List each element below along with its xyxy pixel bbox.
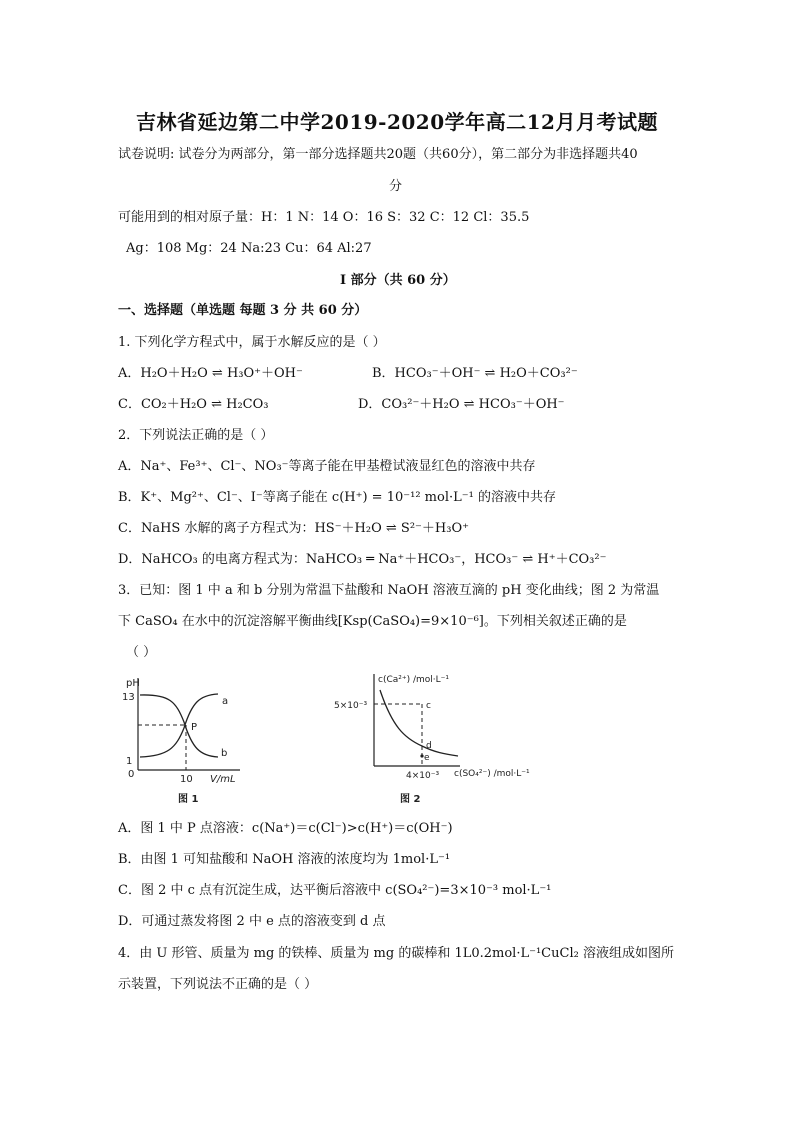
fig1-xlabel: V/mL — [210, 774, 236, 785]
q3-stem-line1: 3．已知：图 1 中 a 和 b 分别为常温下盐酸和 NaOH 溶液互滴的 pH 变化曲线；图 2 为常温 — [118, 583, 660, 598]
q1-option-b: B．HCO₃⁻＋OH⁻ ⇌ H₂O＋CO₃²⁻ — [372, 366, 578, 381]
atomic-masses-row1: 可能用到的相对原子量：H：1 N：14 O：16 S：32 C：12 Cl：35.5 — [118, 210, 530, 225]
q2-option-d: D．NaHCO₃ 的电离方程式为：NaHCO₃ ═ Na⁺＋HCO₃⁻，HCO₃⁻ ⇌ H⁺＋CO₃²⁻ — [118, 552, 607, 567]
atomic-masses-row2: Ag：108 Mg：24 Na:23 Cu：64 Al:27 — [126, 241, 372, 256]
q2-option-a: A．Na⁺、Fe³⁺、Cl⁻、NO₃⁻等离子能在甲基橙试液显红色的溶液中共存 — [118, 459, 536, 474]
fig2-caption: 图 2 — [400, 794, 421, 805]
q1-stem: 1. 下列化学方程式中，属于水解反应的是（ ） — [118, 335, 386, 350]
fig1-label-b: b — [221, 748, 228, 759]
fig1-x-tick: 10 — [180, 774, 193, 785]
q3-option-b: B．由图 1 可知盐酸和 NaOH 溶液的浓度均为 1mol·L⁻¹ — [118, 852, 451, 867]
q3-figure-1 — [118, 670, 268, 810]
fig1-label-a: a — [222, 696, 229, 707]
fig2-y-tick: 5×10⁻³ — [334, 701, 368, 711]
fig1-curve-a — [140, 694, 218, 757]
fig2-x-tick: 4×10⁻³ — [406, 771, 440, 781]
section1-heading: 一、选择题（单选题 每题 3 分 共 60 分） — [118, 303, 368, 318]
fig1-curve-b — [140, 695, 218, 757]
instructions-line1: 试卷说明: 试卷分为两部分，第一部分选择题共20题（共60分），第二部分为非选择题共40 — [118, 147, 638, 162]
fig2-curve — [380, 690, 458, 756]
fig1-origin: 0 — [128, 769, 135, 780]
part1-heading: I 部分（共 60 分） — [340, 273, 456, 288]
fig2-ylabel: c(Ca²⁺) /mol·L⁻¹ — [378, 675, 450, 685]
q2-option-c: C．NaHS 水解的离子方程式为：HS⁻＋H₂O ⇌ S²⁻＋H₃O⁺ — [118, 521, 469, 536]
q1-option-c: C．CO₂＋H₂O ⇌ H₂CO₃ — [118, 397, 269, 412]
fig1-point-p: P — [191, 722, 198, 733]
fig1-caption: 图 1 — [178, 794, 199, 805]
q4-stem-line1: 4．由 U 形管、质量为 mg 的铁棒、质量为 mg 的碳棒和 1L0.2mol·L⁻¹CuCl₂ 溶液组成如图所 — [118, 946, 674, 961]
q3-stem-line2: 下 CaSO₄ 在水中的沉淀溶解平衡曲线[Ksp(CaSO₄)=9×10⁻⁶]。下列相关叙述正确的是 — [118, 614, 627, 629]
page-title: 吉林省延边第二中学2019-2020学年高二12月月考试题 — [136, 110, 658, 134]
q3-option-c: C．图 2 中 c 点有沉淀生成，达平衡后溶液中 c(SO₄²⁻)=3×10⁻³ mol·L⁻¹ — [118, 883, 552, 898]
instructions-line2: 分 — [389, 179, 403, 194]
q3-stem-line3: （ ） — [126, 645, 157, 660]
q2-stem: 2．下列说法正确的是（ ） — [118, 428, 274, 443]
fig2-dot-e — [420, 754, 423, 757]
fig2-point-d: d — [426, 741, 432, 751]
q1-option-d: D．CO₃²⁻＋H₂O ⇌ HCO₃⁻＋OH⁻ — [358, 397, 565, 412]
fig2-xlabel: c(SO₄²⁻) /mol·L⁻¹ — [454, 769, 530, 779]
fig2-point-c: c — [426, 701, 431, 711]
q1-option-a: A．H₂O＋H₂O ⇌ H₃O⁺＋OH⁻ — [118, 366, 303, 381]
q2-option-b: B．K⁺、Mg²⁺、Cl⁻、I⁻等离子能在 c(H⁺) = 10⁻¹² mol·L⁻¹ 的溶液中共存 — [118, 490, 556, 505]
fig1-y-top: 13 — [122, 692, 135, 703]
q3-figure-2 — [330, 668, 550, 810]
fig2-point-e: e — [424, 753, 430, 763]
q3-option-a: A．图 1 中 P 点溶液：c(Na⁺)＝c(Cl⁻)>c(H⁺)＝c(OH⁻) — [118, 821, 453, 836]
fig1-y-bottom: 1 — [126, 756, 133, 767]
fig1-ylabel: pH — [126, 678, 140, 689]
q4-stem-line2: 示装置，下列说法不正确的是（ ） — [118, 977, 318, 992]
q3-option-d: D．可通过蒸发将图 2 中 e 点的溶液变到 d 点 — [118, 914, 386, 929]
